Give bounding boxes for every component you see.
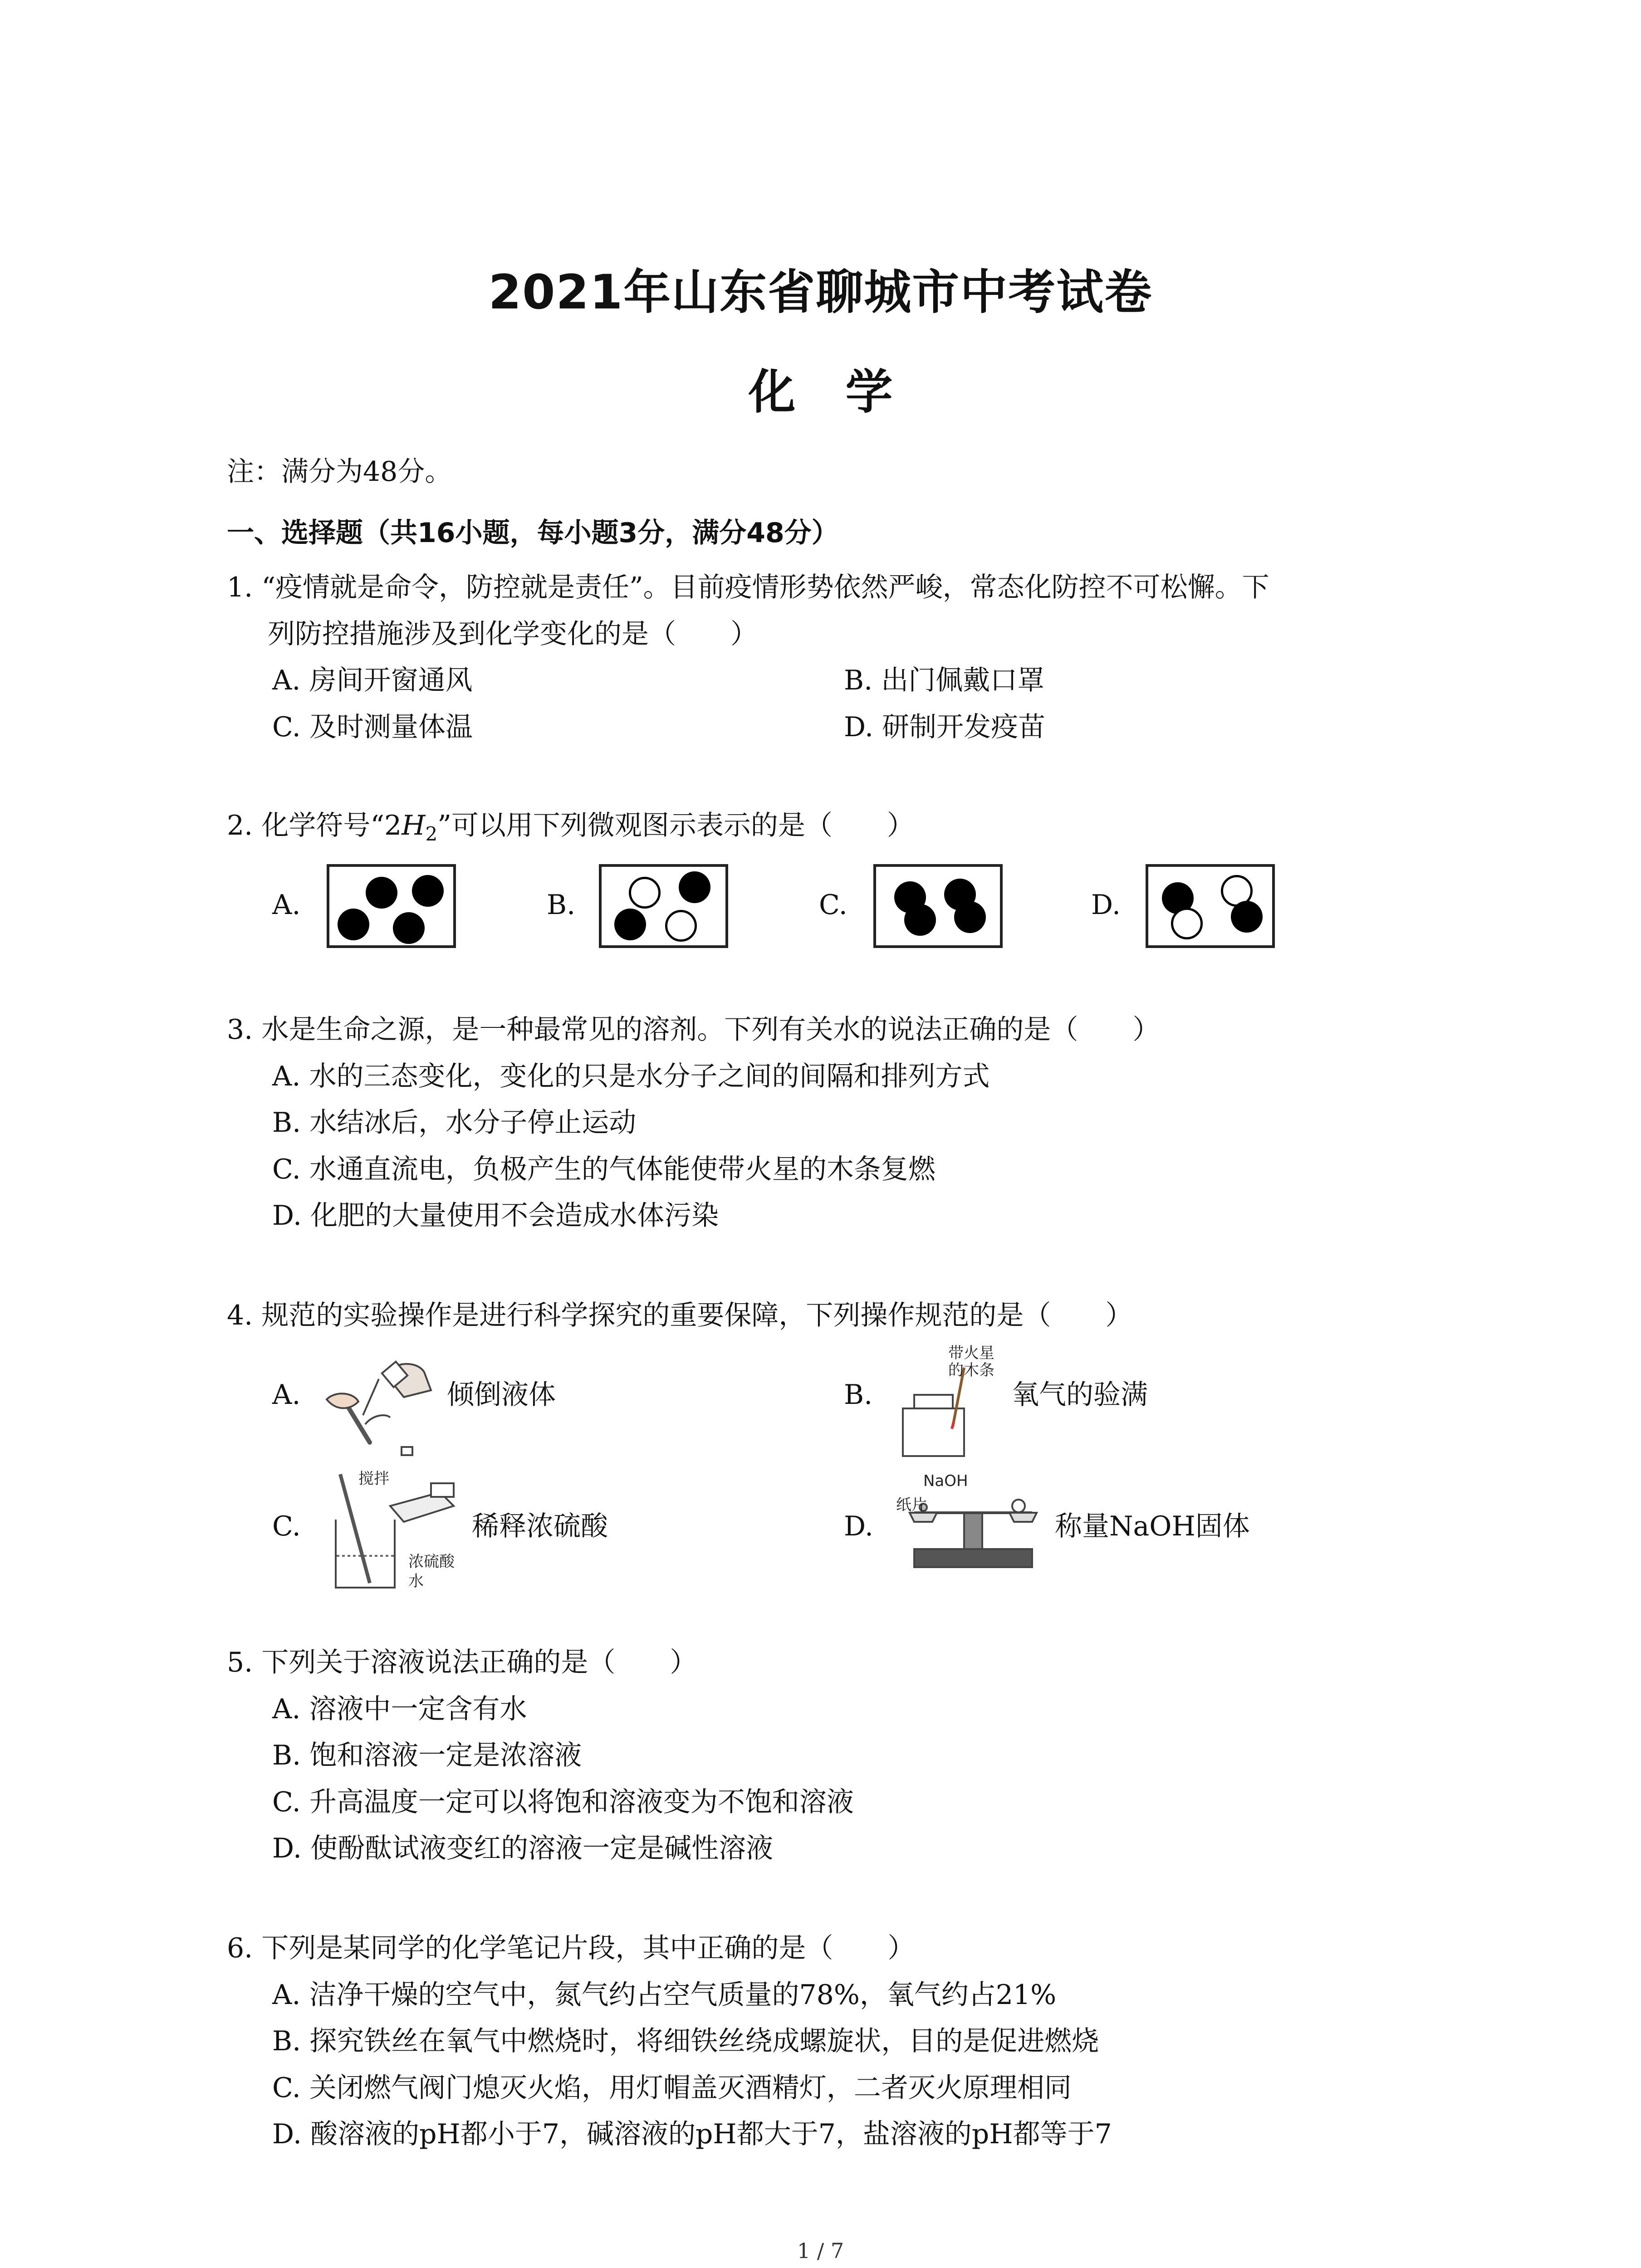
q5-option-b: B. 饱和溶液一定是浓溶液 [272, 1740, 582, 1771]
exam-title: 2021年山东省聊城市中考试卷 [488, 264, 1153, 320]
q4-c-acid-label: 浓硫酸 [408, 1553, 455, 1571]
q4-option-a-caption: 倾倒液体 [447, 1379, 556, 1411]
pouring-liquid-figure [318, 1347, 440, 1461]
q1-option-c: C. 及时测量体温 [272, 711, 473, 743]
q3-option-d: D. 化肥的大量使用不会造成水体污染 [272, 1200, 719, 1232]
q4-b-label-line2: 的木条 [948, 1361, 994, 1379]
q3-option-a: A. 水的三态变化，变化的只是水分子之间的间隔和排列方式 [272, 1061, 990, 1092]
q2-option-a-label: A. [272, 889, 301, 921]
score-note: 注：满分为48分。 [227, 456, 452, 488]
q2-stem-suffix: ”可以用下列微观图示表示的是（ ） [437, 810, 914, 841]
black-atom [366, 877, 397, 909]
q2-option-b-label: B. [547, 889, 576, 921]
q2-stem-prefix: 2. 化学符号“2 [227, 810, 402, 841]
section-heading: 一、选择题（共16小题，每小题3分，满分48分） [227, 517, 839, 549]
q6-stem: 6. 下列是某同学的化学笔记片段，其中正确的是（ ） [227, 1932, 915, 1964]
white-atom [629, 877, 661, 909]
q4-stem: 4. 规范的实验操作是进行科学探究的重要保障，下列操作规范的是（ ） [227, 1300, 1133, 1331]
q1-stem-line2: 列防控措施涉及到化学变化的是（ ） [268, 618, 758, 650]
q1-option-a: A. 房间开窗通风 [272, 665, 473, 696]
black-atom [904, 904, 936, 936]
q4-option-c-caption: 稀释浓硫酸 [472, 1510, 608, 1542]
q4-option-d-label: D. [844, 1510, 874, 1542]
black-atom [412, 875, 444, 907]
q3-option-c: C. 水通直流电，负极产生的气体能使带火星的木条复燃 [272, 1154, 936, 1185]
q2-stem [227, 803, 914, 857]
q6-option-b: B. 探究铁丝在氧气中燃烧时，将细铁丝绕成螺旋状，目的是促进燃烧 [272, 2025, 1099, 2057]
q2-option-b-diagram [599, 864, 728, 948]
q4-d-naoh-label: NaOH [923, 1472, 968, 1490]
q1-option-d: D. 研制开发疫苗 [844, 711, 1046, 743]
black-atom [679, 871, 710, 903]
weighing-balance-figure [896, 1476, 1050, 1574]
q2-option-d-diagram [1146, 864, 1275, 948]
q2-option-a-diagram [327, 864, 456, 948]
black-atom [1231, 901, 1263, 933]
q2-option-c-label: C. [819, 889, 847, 921]
q2-formula: H [402, 810, 426, 841]
white-atom [1171, 908, 1203, 939]
q5-option-a: A. 溶液中一定含有水 [272, 1693, 527, 1725]
q3-stem: 3. 水是生命之源，是一种最常见的溶剂。下列有关水的说法正确的是（ ） [227, 1014, 1160, 1046]
diluting-acid-figure [322, 1465, 463, 1592]
q4-d-paper-label: 纸片 [896, 1496, 927, 1514]
black-atom [338, 909, 369, 940]
q1-option-b: B. 出门佩戴口罩 [844, 665, 1045, 696]
q4-option-d-caption: 称量NaOH固体 [1055, 1510, 1250, 1542]
q5-stem: 5. 下列关于溶液说法正确的是（ ） [227, 1647, 697, 1678]
q4-c-water-label: 水 [408, 1572, 424, 1590]
q4-c-stir-label: 搅拌 [358, 1470, 389, 1488]
black-atom [393, 912, 425, 944]
black-atom [954, 901, 986, 933]
white-atom [665, 910, 697, 942]
page-number: 1 / 7 [797, 2239, 844, 2263]
q4-option-b-caption: 氧气的验满 [1012, 1379, 1148, 1411]
subject-title: 化学 [748, 364, 943, 420]
q2-option-c-diagram [873, 864, 1003, 948]
q6-option-a: A. 洁净干燥的空气中，氮气约占空气质量的78%，氧气约占21% [272, 1979, 1057, 2011]
q2-formula-subscript: 2 [425, 823, 438, 845]
q2-option-d-label: D. [1091, 889, 1121, 921]
q6-option-d: D. 酸溶液的pH都小于7，碱溶液的pH都大于7，盐溶液的pH都等于7 [272, 2118, 1112, 2150]
q4-b-label-line1: 带火星 [948, 1344, 994, 1362]
q5-option-c: C. 升高温度一定可以将饱和溶液变为不饱和溶液 [272, 1786, 854, 1818]
q4-option-c-label: C. [272, 1510, 301, 1542]
q3-option-b: B. 水结冰后，水分子停止运动 [272, 1107, 637, 1139]
q4-option-a-label: A. [272, 1379, 301, 1411]
q6-option-c: C. 关闭燃气阀门熄灭火焰，用灯帽盖灭酒精灯，二者灭火原理相同 [272, 2072, 1072, 2104]
q4-option-b-label: B. [844, 1379, 873, 1411]
q1-stem-line1: 1. “疫情就是命令，防控就是责任”。目前疫情形势依然严峻，常态化防控不可松懈。下 [227, 572, 1269, 603]
q5-option-d: D. 使酚酞试液变红的溶液一定是碱性溶液 [272, 1833, 774, 1864]
black-atom [614, 909, 646, 940]
